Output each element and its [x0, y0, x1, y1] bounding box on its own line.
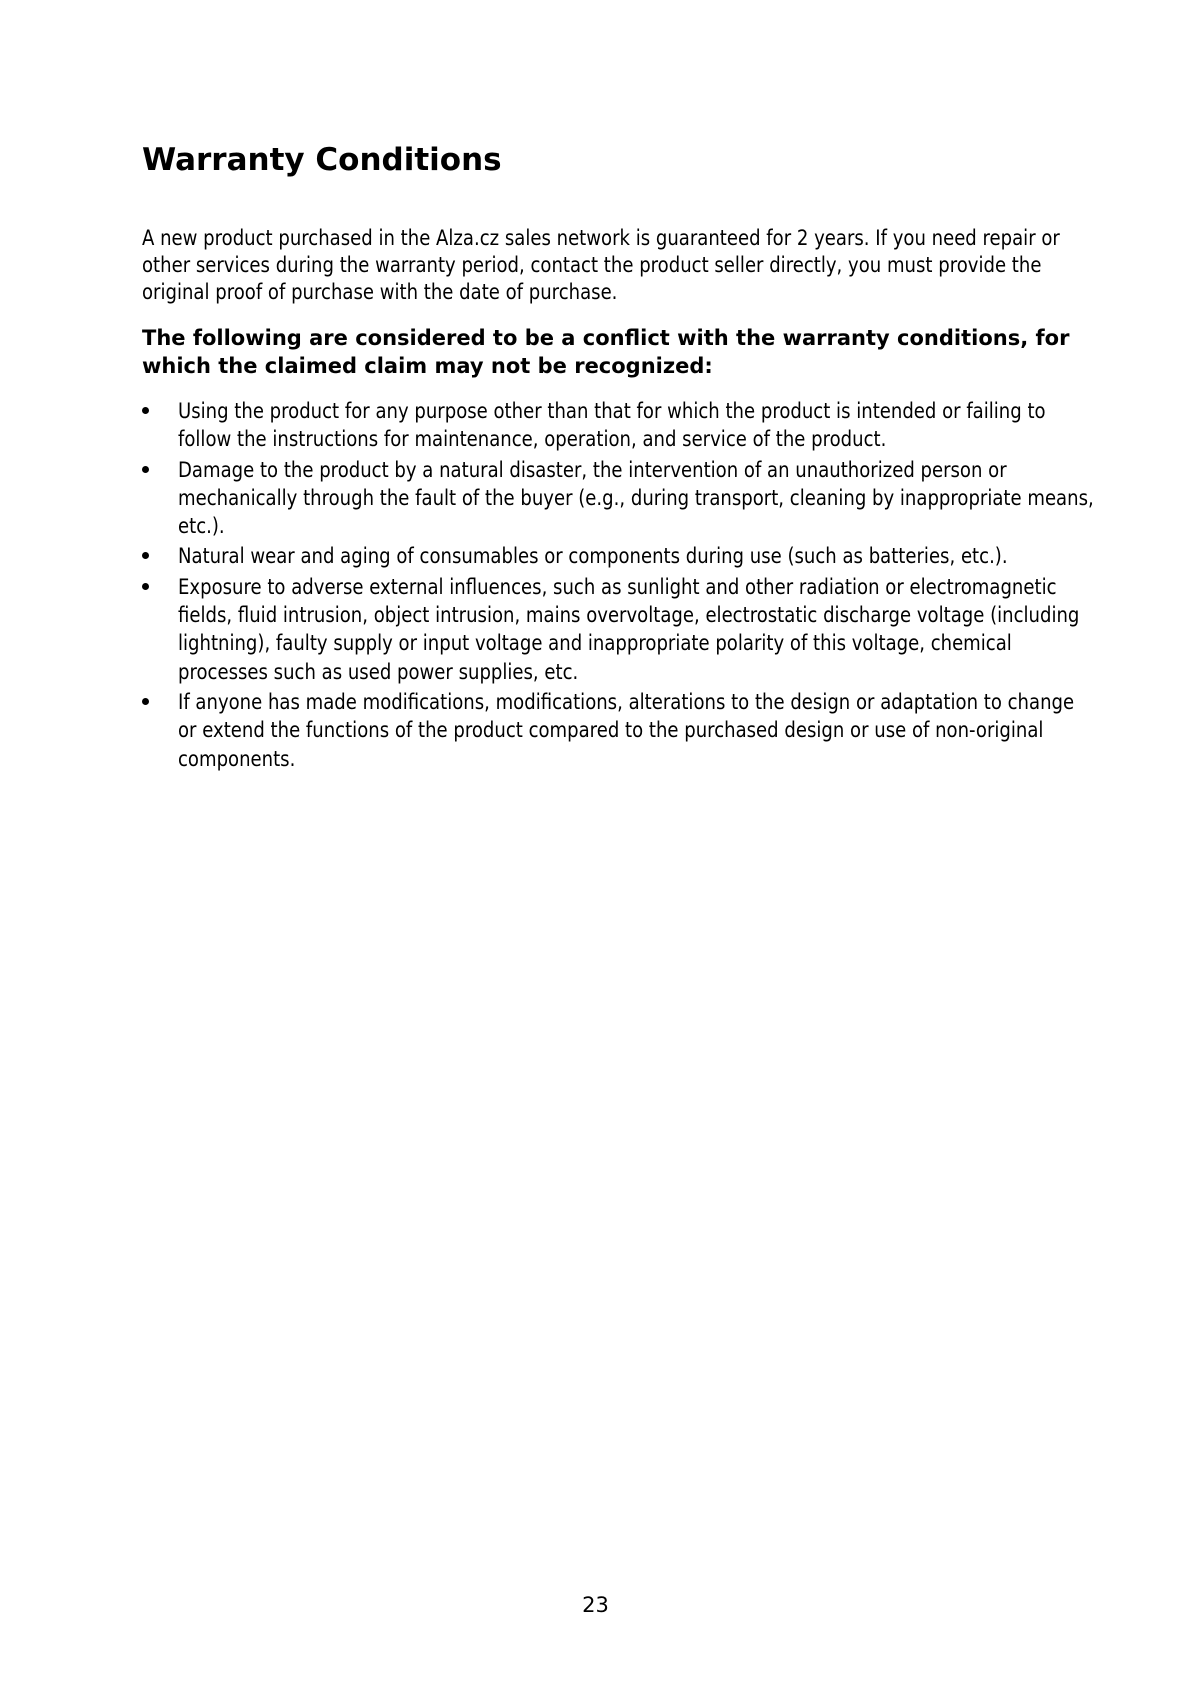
bullet-icon [142, 698, 149, 705]
list-item-text: Using the product for any purpose other than that for which the product is intended or failing to follow the instructions for maintenance, operation, and service of the product. [178, 399, 1046, 452]
list-item-text: Natural wear and aging of consumables or components during use (such as batteries, etc.). [178, 544, 1008, 569]
list-item-text: If anyone has made modifications, modifications, alterations to the design or adaptation to change or extend the functions of the product compared to the purchased design or use of non-original components. [178, 689, 1075, 771]
list-item [142, 542, 1191, 570]
list-item [142, 456, 1191, 541]
bullet-icon [142, 466, 149, 473]
list-item-text: Damage to the product by a natural disaster, the intervention of an unauthorized person or mechanically through the fault of the buyer (e.g., during transport, cleaning by inappropriate means, etc.). [178, 457, 1094, 539]
page-title: Warranty Conditions [142, 142, 502, 178]
conditions-lead: The following are considered to be a conflict with the warranty conditions, for which the claimed claim may not be recognized: [142, 326, 1070, 378]
list-item [142, 573, 1191, 686]
conditions-list [142, 397, 1191, 775]
page-number: 23 [582, 1593, 609, 1617]
bullet-icon [142, 552, 149, 559]
list-item-text: Exposure to adverse external influences, such as sunlight and other radiation or electromagnetic fields, fluid intrusion, object intrusion, mains overvoltage, electrostatic discharge voltage (including lightning), faulty supply or input voltage and inappropriate polarity of this voltage, chemical processes such as used power supplies, etc. [178, 574, 1080, 684]
list-item [142, 397, 1191, 454]
bullet-icon [142, 583, 149, 590]
intro-paragraph: A new product purchased in the Alza.cz sales network is guaranteed for 2 years. If you need repair or other services during the warranty period, contact the product seller directly, you must provide the original proof of purchase with the date of purchase. [142, 226, 1060, 304]
list-item [142, 688, 1191, 773]
bullet-icon [142, 407, 149, 414]
